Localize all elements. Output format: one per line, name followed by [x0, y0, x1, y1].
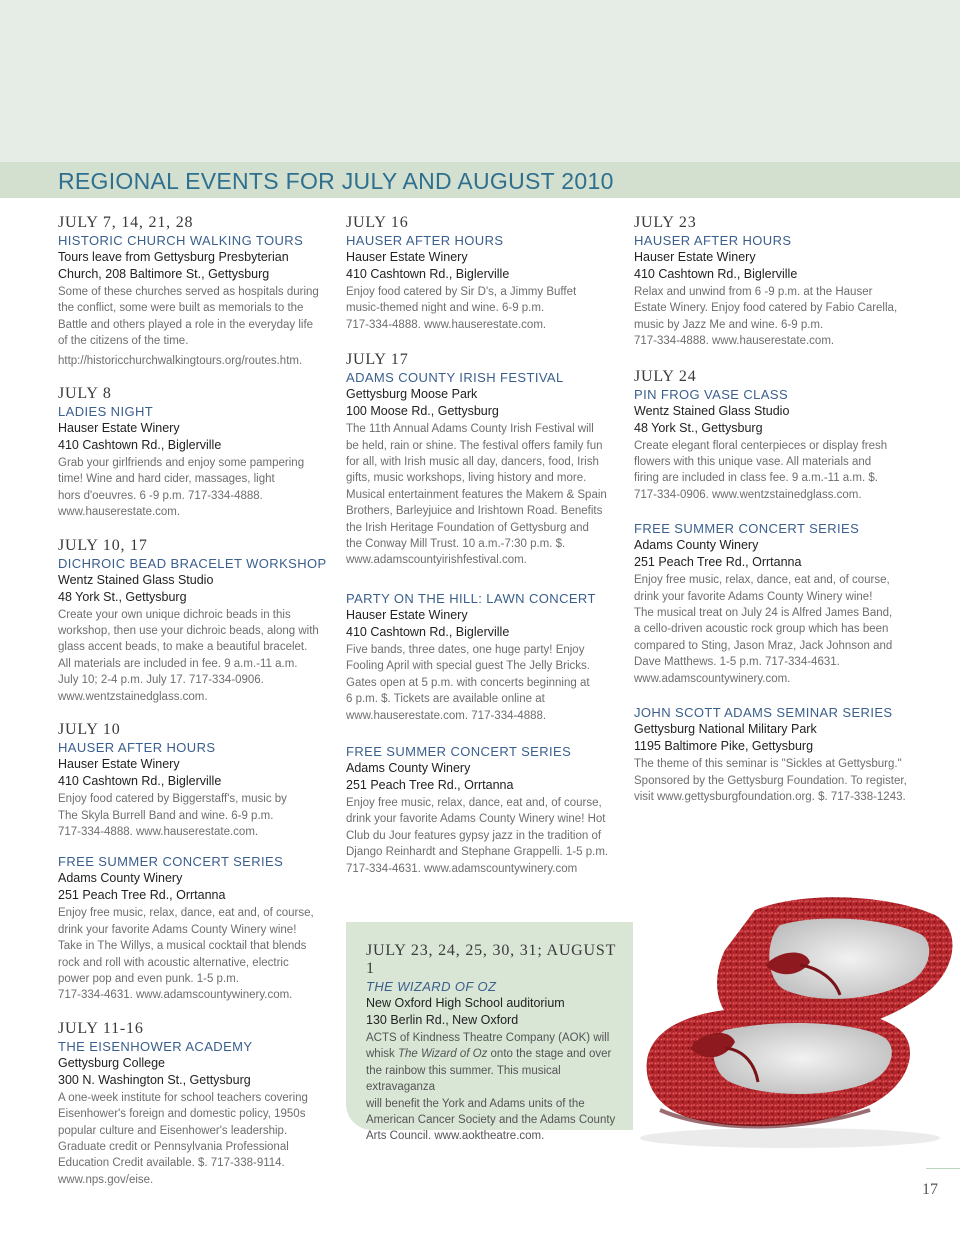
page-title: REGIONAL EVENTS FOR JULY AND AUGUST 2010: [58, 168, 614, 194]
event-date: JULY 23, 24, 25, 30, 31; AUGUST 1: [366, 942, 616, 977]
event-date: JULY 23: [634, 214, 697, 231]
event-concert-series: [58, 854, 330, 1003]
event-pin-frog-vase: [634, 368, 909, 504]
event-eisenhower-academy: [58, 1020, 330, 1188]
event-date: JULY 8: [58, 385, 112, 403]
event-address: 251 Peach Tree Rd., Orrtanna: [634, 555, 802, 570]
event-description: Create your own unique dichroic beads in this workshop, then use your dichroic beads, along with glass accent beads, to make a beautiful bracelet. All materials are included in fee. 9 a.m.-11 a.m. July 10; 2-4 p.m. July 17. 717-334-0906. www.wentzstainedglass.com.: [58, 608, 319, 703]
event-address: 1195 Baltimore Pike, Gettysburg: [634, 739, 814, 754]
event-url[interactable]: http://historicchurchwalkingtours.org/routes.htm.: [58, 354, 303, 367]
event-venue: Hauser Estate Winery: [634, 250, 756, 264]
event-title: DICHROIC BEAD BRACELET WORKSHOP: [58, 555, 327, 571]
event-title: THE WIZARD OF OZ: [366, 979, 497, 994]
red-shoes-image: [630, 870, 960, 1160]
event-address: 251 Peach Tree Rd., Orrtanna: [58, 888, 226, 903]
events-column-2: [346, 214, 618, 893]
event-date: JULY 24: [634, 367, 697, 385]
event-hauser-after-hours: [58, 721, 330, 840]
event-venue: Hauser Estate Winery: [58, 757, 180, 772]
event-date: JULY 16: [346, 214, 409, 231]
event-address: 410 Cashtown Rd., Biglerville: [58, 774, 222, 789]
event-venue: Gettysburg Moose Park: [346, 387, 478, 402]
event-address: 300 N. Washington St., Gettysburg: [58, 1072, 251, 1087]
event-address: 48 York St., Gettysburg: [58, 589, 187, 604]
event-title: LADIES NIGHT: [58, 404, 154, 420]
event-venue: Wentz Stained Glass Studio: [634, 403, 790, 418]
event-address: 48 York St., Gettysburg: [634, 420, 763, 435]
event-description: Some of these churches served as hospitals during the conflict, some were built as memorials to the Battle and others played a role in the everyday life of the citizens of the time. http://historicchurchwalkingtours.org/routes.htm.: [58, 284, 330, 369]
event-description: ACTS of Kindness Theatre Company (AOK) will whisk The Wizard of Oz onto the stage and over the rainbow this summer. This musical extravaganza will benefit the York and Adams units of the American Cancer Society and the Adams County Arts Council. www.aoktheatre.com.: [366, 1032, 616, 1143]
event-description: Enjoy free music, relax, dance, eat and, of course, drink your favorite Adams County Winery wine! The musical treat on July 24 is Alfred James Band, a cello-driven acoustic rock group which has been compared to Sting, Jason Mraz, Jack Johnson and Dave Matthews. 1-5 p.m. 717-334-4631. www.adamscountywinery.com.: [634, 574, 893, 685]
event-description: Relax and unwind from 6 -9 p.m. at the Hauser Estate Winery. Enjoy food catered by Fabio Carella, music by Jazz Me and wine. 6-9 p.m. 717-334-4888. www.hauserestate.com.: [634, 286, 898, 348]
event-bead-workshop: [58, 537, 330, 705]
event-address: 410 Cashtown Rd., Biglerville: [346, 267, 510, 281]
shoe-front: [647, 1006, 910, 1126]
event-description: Create elegant floral centerpieces or display fresh flowers with this unique vase. All materials and firing are included in class fee. 9 a.m.-11 a.m. $. 717-334-0906. www.wentzstainedglass.com.: [634, 439, 888, 501]
event-date: JULY 10, 17: [58, 536, 148, 554]
event-date: JULY 10: [58, 721, 121, 739]
event-title: HAUSER AFTER HOURS: [58, 740, 216, 756]
page-number-rule: [926, 1168, 960, 1169]
event-address: 410 Cashtown Rd., Biglerville: [58, 438, 222, 453]
event-description: Five bands, three dates, one huge party! Enjoy Fooling April with special guest The Jelly Bricks. Gates open at 5 p.m. with concerts beginning at 6 p.m. $. Tickets are available online at www.hauserestate.com. 717-334-4888.: [346, 643, 590, 722]
event-date: JULY 11-16: [58, 1019, 144, 1037]
event-title: JOHN SCOTT ADAMS SEMINAR SERIES: [634, 705, 893, 721]
featured-event-box: [346, 922, 633, 1143]
event-venue: Tours leave from Gettysburg Presbyterian: [58, 250, 289, 264]
event-venue: Hauser Estate Winery: [346, 607, 468, 622]
event-description: Enjoy free music, relax, dance, eat and, of course, drink your favorite Adams County Winery wine! Take in The Willys, a musical cocktail that blends rock and roll with acoustic alternative, electric power pop and even punk. 1-5 p.m. 717-334-4631. www.adamscountywinery.com.: [58, 907, 314, 1002]
event-venue: Hauser Estate Winery: [58, 421, 180, 436]
event-venue: Adams County Winery: [634, 538, 759, 553]
event-date: JULY 7, 14, 21, 28: [58, 214, 194, 231]
event-title: HAUSER AFTER HOURS: [346, 233, 504, 248]
event-title: FREE SUMMER CONCERT SERIES: [58, 854, 284, 870]
event-address: Church, 208 Baltimore St., Gettysburg: [58, 267, 270, 281]
event-title: HAUSER AFTER HOURS: [634, 233, 792, 248]
events-column-1: [58, 214, 330, 1204]
event-title: FREE SUMMER CONCERT SERIES: [634, 521, 860, 537]
event-description: The theme of this seminar is "Sickles at Gettysburg." Sponsored by the Gettysburg Foundation. To register, visit www.gettysburgfoundation.org. $. 717-338-1243.: [634, 758, 907, 803]
event-venue: Adams County Winery: [346, 760, 471, 775]
section-banner: [0, 162, 960, 198]
top-background-band: [0, 0, 960, 162]
event-hauser-after-hours: [634, 214, 909, 350]
event-title: FREE SUMMER CONCERT SERIES: [346, 743, 572, 759]
event-address: 410 Cashtown Rd., Biglerville: [634, 267, 798, 281]
event-concert-series: [634, 521, 909, 687]
event-lawn-concert: [346, 591, 618, 724]
event-venue: Gettysburg College: [58, 1055, 166, 1070]
event-description: Enjoy food catered by Biggerstaff's, music by The Skyla Burrell Band and wine. 6-9 p.m. 717-334-4888. www.hauserestate.com.: [58, 793, 287, 838]
event-hauser-after-hours: [346, 214, 618, 333]
event-venue: Gettysburg National Military Park: [634, 722, 817, 737]
event-description: Enjoy food catered by Sir D's, a Jimmy Buffet music-themed night and wine. 6-9 p.m. 717-334-4888. www.hauserestate.com.: [346, 286, 577, 331]
event-venue: Adams County Winery: [58, 871, 183, 886]
event-date: JULY 17: [346, 351, 409, 369]
event-address: 410 Cashtown Rd., Biglerville: [346, 624, 510, 639]
event-title: PARTY ON THE HILL: LAWN CONCERT: [346, 590, 596, 606]
event-venue: Wentz Stained Glass Studio: [58, 572, 214, 587]
event-address: 251 Peach Tree Rd., Orrtanna: [346, 777, 514, 792]
event-venue: Hauser Estate Winery: [346, 250, 468, 264]
event-title: PIN FROG VASE CLASS: [634, 386, 789, 402]
event-description: A one-week institute for school teachers covering Eisenhower's foreign and domestic policy, 1950s popular culture and Eisenhower's leadership. Graduate credit or Pennsylvania Professional Education Credit available. $. 717-338-9114. www.nps.gov/eise.: [58, 1091, 308, 1186]
page-number: 17: [922, 1181, 938, 1198]
event-address: 100 Moose Rd., Gettysburg: [346, 404, 499, 419]
event-venue: New Oxford High School auditorium: [366, 996, 565, 1010]
event-ladies-night: [58, 385, 330, 521]
event-church-tours: [58, 214, 330, 369]
event-title: ADAMS COUNTY IRISH FESTIVAL: [346, 370, 564, 386]
event-description: The 11th Annual Adams County Irish Festival will be held, rain or shine. The festival offers family fun for all, with Irish music all day, dancers, food, Irish gifts, music workshops, living history and more. Musical entertainment features the Makem & Spain Brothers, Barleyjuice and Irishtown Road. Benefits the Irish Heritage Foundation of Gettysburg and the Conway Mill Trust. 10 a.m.-7:30 p.m. $. www.adamscountyirishfestival.com.: [346, 423, 607, 567]
events-column-3: [634, 214, 909, 821]
event-title: HISTORIC CHURCH WALKING TOURS: [58, 233, 304, 248]
event-seminar-series: [634, 705, 909, 805]
event-description: Grab your girlfriends and enjoy some pampering time! Wine and hard cider, massages, light hors d'oeuvres. 6 -9 p.m. 717-334-4888. www.hauserestate.com.: [58, 457, 305, 519]
event-irish-festival: [346, 351, 618, 569]
event-title: THE EISENHOWER ACADEMY: [58, 1038, 253, 1054]
event-description: Enjoy free music, relax, dance, eat and, of course, drink your favorite Adams County Winery wine! Hot Club du Jour features gypsy jazz in the tradition of Django Reinhardt and Stephane Grappelli. 1-5 p.m. 717-334-4631. www.adamscountywinery.com: [346, 796, 609, 875]
event-concert-series: [346, 744, 618, 877]
event-address: 130 Berlin Rd., New Oxford: [366, 1013, 519, 1027]
